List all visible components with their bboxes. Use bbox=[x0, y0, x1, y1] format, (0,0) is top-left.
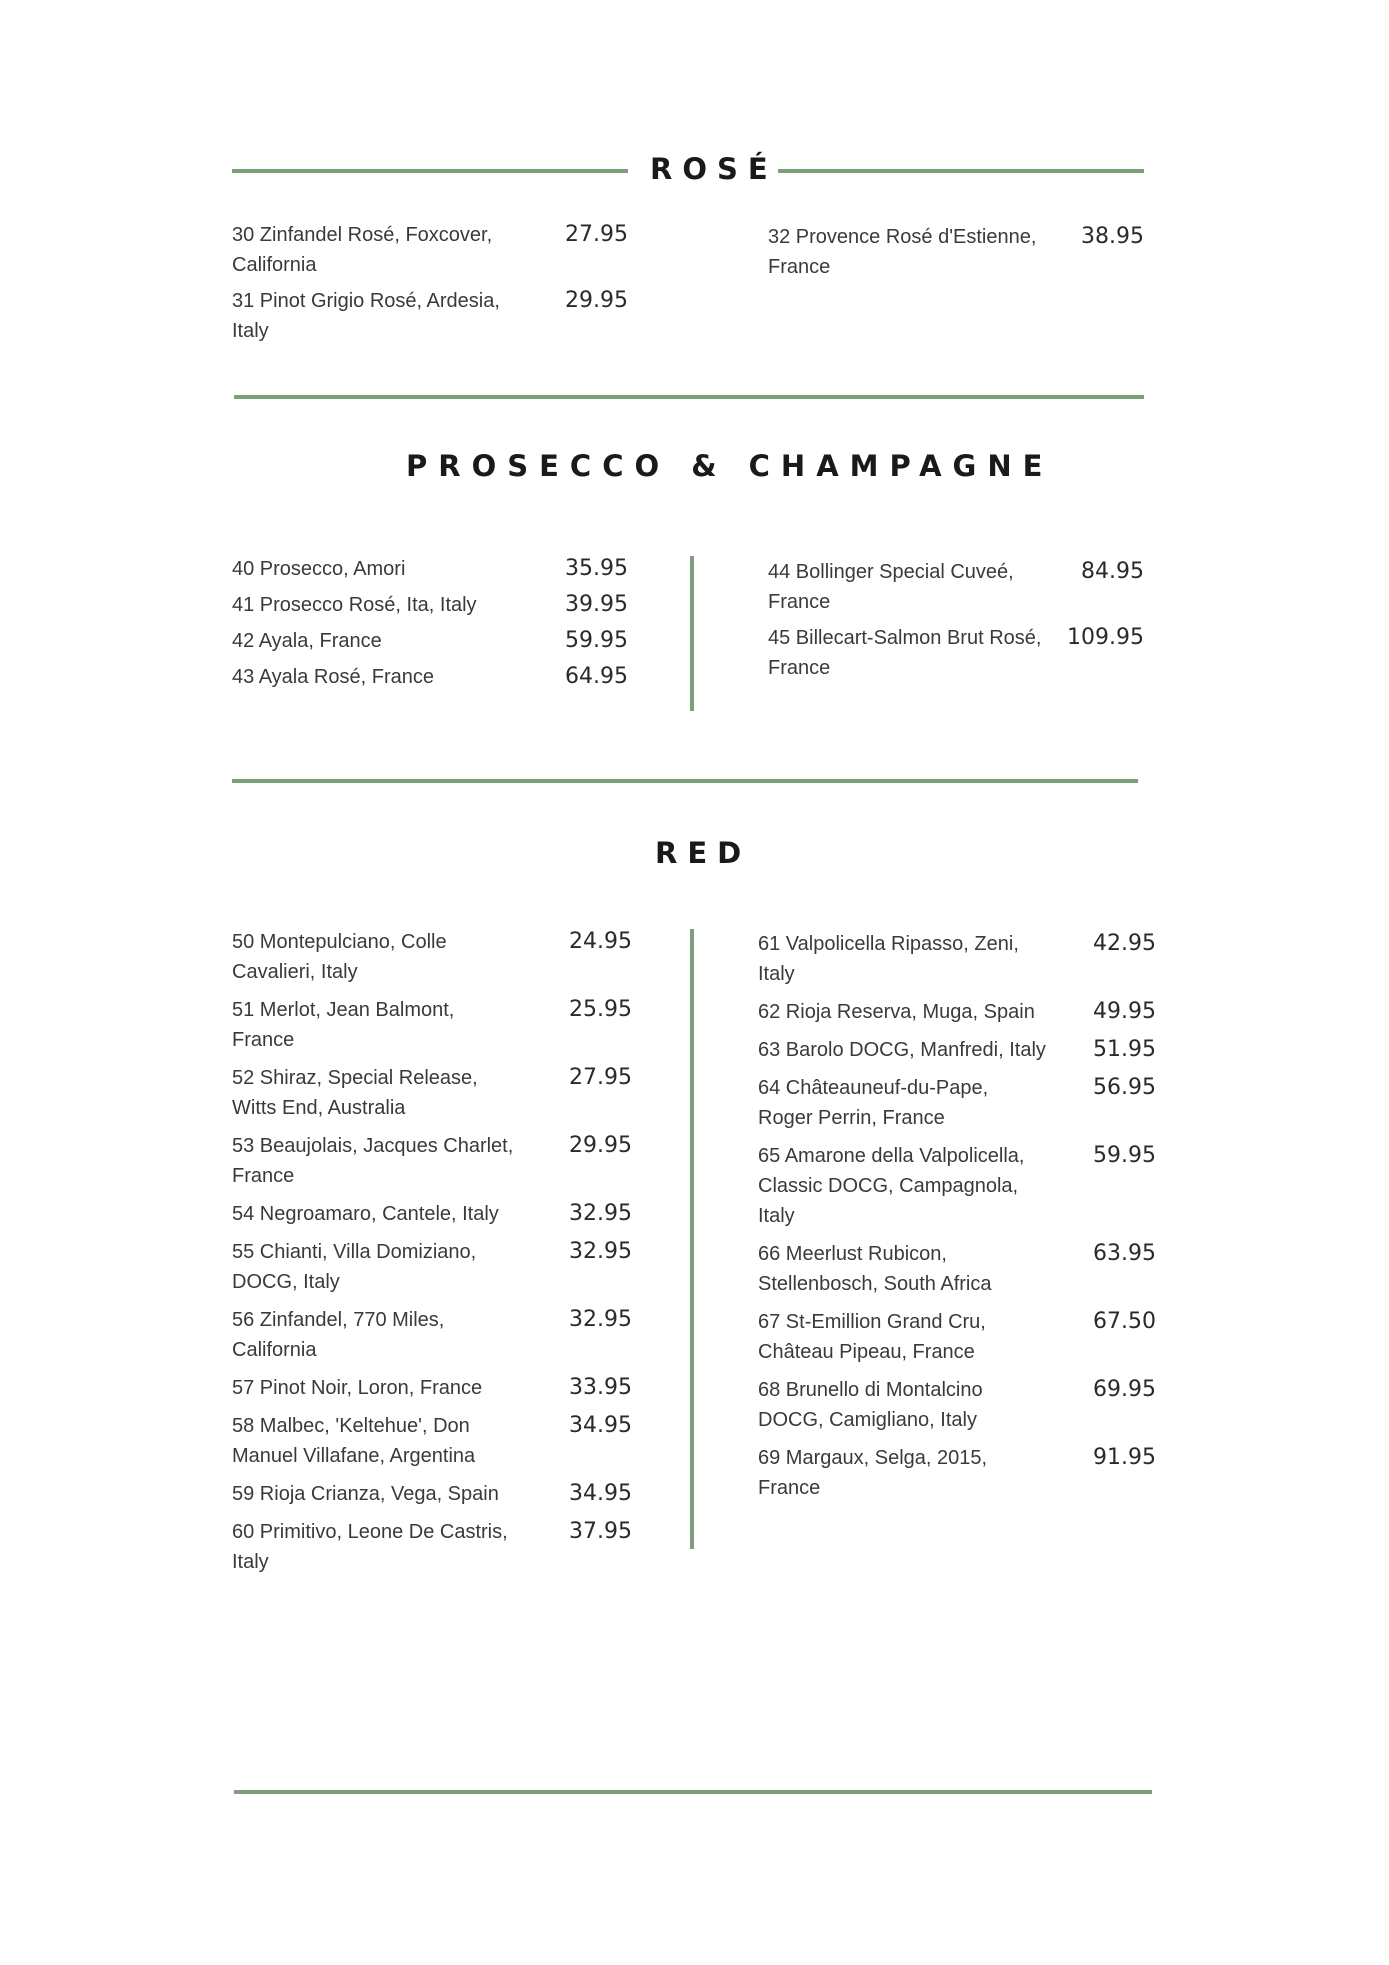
wine-price: 56.95 bbox=[1093, 1075, 1156, 1100]
wine-price: 25.95 bbox=[569, 997, 632, 1022]
menu-item bbox=[232, 1305, 632, 1365]
wine-name: 44 Bollinger Special Cuveé, France bbox=[768, 561, 1014, 613]
wine-price: 38.95 bbox=[1081, 224, 1144, 249]
wine-price: 63.95 bbox=[1093, 1241, 1156, 1266]
menu-item bbox=[232, 995, 632, 1055]
wine-name: 68 Brunello di Montalcino DOCG, Camigliano, Italy bbox=[758, 1379, 983, 1431]
red-right-column bbox=[758, 929, 1156, 1511]
sparkling-column-divider bbox=[690, 556, 694, 711]
wine-price: 29.95 bbox=[569, 1133, 632, 1158]
wine-name: 43 Ayala Rosé, France bbox=[232, 666, 434, 688]
wine-price: 42.95 bbox=[1093, 931, 1156, 956]
menu-item bbox=[232, 1411, 632, 1471]
wine-price: 27.95 bbox=[565, 222, 628, 247]
menu-item bbox=[232, 1479, 632, 1509]
wine-name: 30 Zinfandel Rosé, Foxcover, California bbox=[232, 224, 493, 276]
wine-name: 69 Margaux, Selga, 2015, France bbox=[758, 1447, 988, 1499]
red-left-column bbox=[232, 927, 632, 1585]
wine-name: 66 Meerlust Rubicon, Stellenbosch, South Africa bbox=[758, 1243, 992, 1295]
wine-name: 67 St-Emillion Grand Cru, Château Pipeau, France bbox=[758, 1311, 986, 1363]
wine-price: 49.95 bbox=[1093, 999, 1156, 1024]
sparkling-divider bbox=[232, 779, 1138, 783]
menu-item bbox=[232, 1237, 632, 1297]
wine-name: 57 Pinot Noir, Loron, France bbox=[232, 1377, 483, 1399]
wine-price: 109.95 bbox=[1067, 625, 1144, 650]
wine-name: 54 Negroamaro, Cantele, Italy bbox=[232, 1203, 499, 1225]
menu-item bbox=[768, 222, 1144, 282]
wine-price: 69.95 bbox=[1093, 1377, 1156, 1402]
wine-price: 29.95 bbox=[565, 288, 628, 313]
menu-item bbox=[232, 1063, 632, 1123]
wine-price: 24.95 bbox=[569, 929, 632, 954]
wine-name: 58 Malbec, 'Keltehue', Don Manuel Villafane, Argentina bbox=[232, 1415, 476, 1467]
wine-name: 41 Prosecco Rosé, Ita, Italy bbox=[232, 594, 477, 616]
menu-item bbox=[758, 997, 1156, 1027]
rose-heading: ROSÉ bbox=[650, 152, 778, 186]
wine-price: 84.95 bbox=[1081, 559, 1144, 584]
rose-rule-left bbox=[232, 169, 628, 173]
wine-price: 39.95 bbox=[565, 592, 628, 617]
wine-price: 35.95 bbox=[565, 556, 628, 581]
wine-price: 32.95 bbox=[569, 1201, 632, 1226]
wine-name: 64 Châteauneuf-du-Pape, Roger Perrin, France bbox=[758, 1077, 989, 1129]
wine-name: 45 Billecart-Salmon Brut Rosé, France bbox=[768, 627, 1042, 679]
wine-name: 40 Prosecco, Amori bbox=[232, 558, 406, 580]
wine-name: 65 Amarone della Valpolicella, Classic DOCG, Campagnola, Italy bbox=[758, 1145, 1025, 1227]
menu-item bbox=[232, 662, 628, 692]
menu-item bbox=[232, 1131, 632, 1191]
menu-item bbox=[232, 590, 628, 620]
menu-item bbox=[758, 1141, 1156, 1231]
sparkling-right-column bbox=[768, 557, 1144, 689]
menu-item bbox=[232, 286, 628, 346]
wine-name: 62 Rioja Reserva, Muga, Spain bbox=[758, 1001, 1035, 1023]
wine-price: 34.95 bbox=[569, 1413, 632, 1438]
menu-item bbox=[758, 1375, 1156, 1435]
wine-name: 51 Merlot, Jean Balmont, France bbox=[232, 999, 455, 1051]
wine-price: 51.95 bbox=[1093, 1037, 1156, 1062]
menu-item bbox=[232, 927, 632, 987]
rose-rule-right bbox=[778, 169, 1144, 173]
menu-item bbox=[232, 220, 628, 280]
menu-item bbox=[232, 626, 628, 656]
wine-name: 42 Ayala, France bbox=[232, 630, 382, 652]
wine-name: 56 Zinfandel, 770 Miles, California bbox=[232, 1309, 445, 1361]
wine-price: 91.95 bbox=[1093, 1445, 1156, 1470]
wine-name: 59 Rioja Crianza, Vega, Spain bbox=[232, 1483, 499, 1505]
sparkling-left-column bbox=[232, 554, 628, 698]
wine-price: 34.95 bbox=[569, 1481, 632, 1506]
rose-right-column bbox=[768, 222, 1144, 288]
wine-price: 59.95 bbox=[565, 628, 628, 653]
menu-item bbox=[232, 1199, 632, 1229]
wine-name: 55 Chianti, Villa Domiziano, DOCG, Italy bbox=[232, 1241, 477, 1293]
wine-name: 53 Beaujolais, Jacques Charlet, France bbox=[232, 1135, 514, 1187]
menu-item bbox=[232, 1373, 632, 1403]
wine-name: 63 Barolo DOCG, Manfredi, Italy bbox=[758, 1039, 1046, 1061]
wine-price: 32.95 bbox=[569, 1307, 632, 1332]
wine-price: 27.95 bbox=[569, 1065, 632, 1090]
wine-price: 67.50 bbox=[1093, 1309, 1156, 1334]
wine-price: 64.95 bbox=[565, 664, 628, 689]
bottom-divider bbox=[234, 1790, 1152, 1794]
wine-name: 61 Valpolicella Ripasso, Zeni, Italy bbox=[758, 933, 1019, 985]
menu-item bbox=[232, 554, 628, 584]
wine-price: 59.95 bbox=[1093, 1143, 1156, 1168]
menu-item bbox=[758, 1307, 1156, 1367]
menu-item bbox=[758, 1239, 1156, 1299]
menu-item bbox=[768, 557, 1144, 617]
red-heading: RED bbox=[655, 836, 752, 870]
wine-price: 33.95 bbox=[569, 1375, 632, 1400]
wine-name: 31 Pinot Grigio Rosé, Ardesia, Italy bbox=[232, 290, 500, 342]
menu-item bbox=[232, 1517, 632, 1577]
wine-price: 32.95 bbox=[569, 1239, 632, 1264]
menu-item bbox=[758, 1443, 1156, 1503]
rose-divider bbox=[234, 395, 1144, 399]
sparkling-heading: PROSECCO & CHAMPAGNE bbox=[406, 449, 1054, 483]
rose-left-column bbox=[232, 220, 628, 352]
wine-price: 37.95 bbox=[569, 1519, 632, 1544]
wine-name: 52 Shiraz, Special Release, Witts End, Australia bbox=[232, 1067, 478, 1119]
wine-name: 50 Montepulciano, Colle Cavalieri, Italy bbox=[232, 931, 447, 983]
menu-item bbox=[758, 929, 1156, 989]
menu-item bbox=[768, 623, 1144, 683]
menu-item bbox=[758, 1035, 1156, 1065]
wine-name: 32 Provence Rosé d'Estienne, France bbox=[768, 226, 1037, 278]
wine-name: 60 Primitivo, Leone De Castris, Italy bbox=[232, 1521, 508, 1573]
menu-item bbox=[758, 1073, 1156, 1133]
red-column-divider bbox=[690, 929, 694, 1549]
